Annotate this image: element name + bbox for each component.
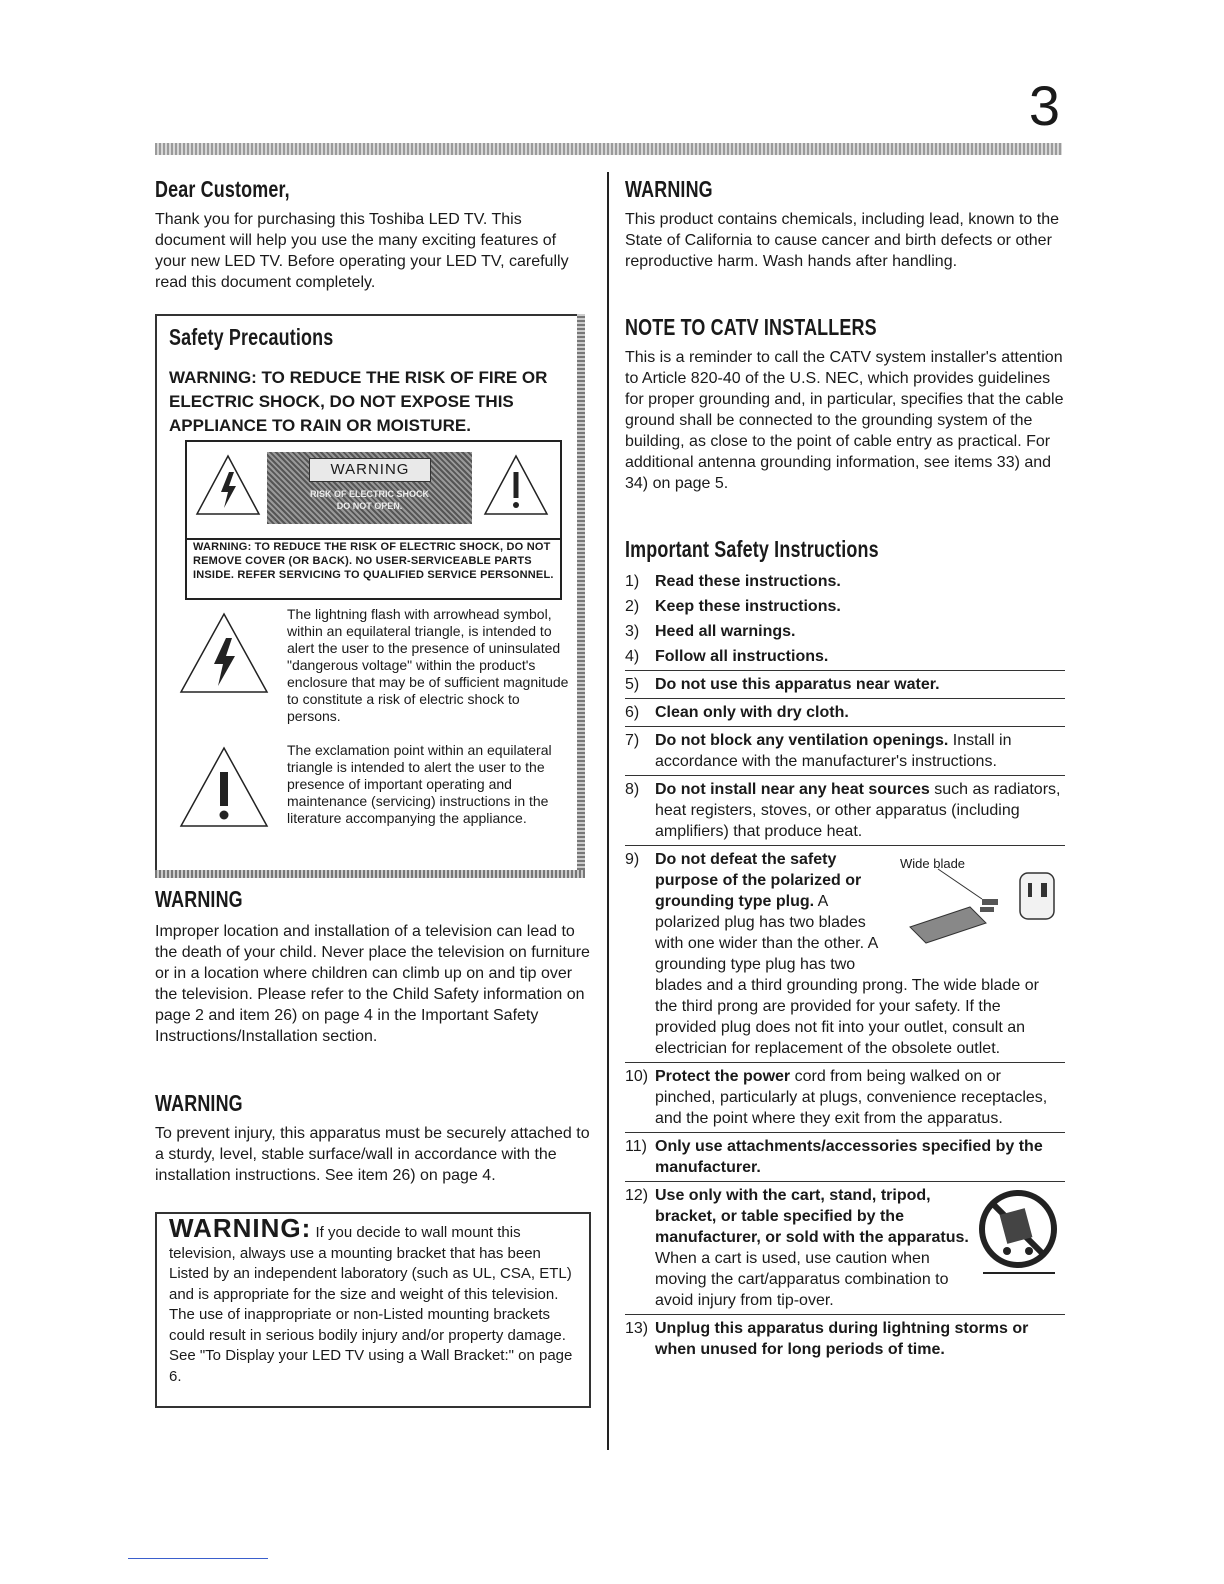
warning-child-section [155, 886, 590, 1047]
catv-title: NOTE TO CATV INSTALLERS [625, 314, 877, 340]
lightning-triangle-icon [195, 454, 261, 516]
instruction-list [625, 571, 1065, 1360]
list-item: 9) Wide blade Do not defeat the safety purpose of the polarized or grounding type plug. A polarized plug has two blades with one wider than the other. A grounding type plug has two blades and a third grounding prong. The wide blade or the third prong are provided for your safety. If the provided plug does not fit into your outlet, consult an electrician for replacement of the obsolete outlet. [625, 845, 1065, 1059]
lightning-symbol-icon [179, 612, 269, 694]
exclamation-explanation: The exclamation point within an equilateral triangle is intended to alert the user to the presence of important operating and maintenance (servicing) instructions in the literature accompanying the appliance. [287, 742, 552, 826]
list-item: 12) Use only with the cart, stand, tripod, bracket, or table specified by the manufacturer, or sold with the apparatus. When a cart is used, use caution when moving the cart/apparatus combination to avoid injury from tip-over. [625, 1181, 1065, 1311]
exclamation-symbol-icon [179, 746, 269, 828]
header-rule [155, 143, 1062, 155]
page-number: 3 [1028, 74, 1060, 137]
exclamation-triangle-icon [483, 454, 549, 516]
wall-mount-warning-box [155, 1212, 591, 1408]
column-divider [607, 172, 609, 1450]
wall-mount-warning-text: If you decide to wall mount this television, always use a mounting bracket that has been Listed by an independent laboratory (such as UL, CSA, ETL) and is appropriate for the size and weight of this television. The use of inappropriate or non-Listed mounting brackets could result in serious bodily injury and/or property damage. See "To Display your LED TV using a Wall Bracket:" on page 6. [169, 1224, 573, 1385]
list-item: 1) Read these instructions. [625, 573, 841, 590]
warning-lead-text: This product contains chemicals, including lead, known to the State of California to cause cancer and birth defects or other reproductive harm. Wash hands after handling. [625, 211, 1060, 270]
list-item: 13) Unplug this apparatus during lightning storms or when unused for long periods of time. [625, 1314, 1065, 1360]
wide-blade-label: Wide blade [900, 856, 966, 871]
wall-mount-warning-title: WARNING: [169, 1213, 312, 1243]
label-warning-text: WARNING: TO REDUCE THE RISK OF ELECTRIC SHOCK, DO NOT REMOVE COVER (OR BACK). NO USER-SERVICEABLE PARTS INSIDE. REFER SERVICING TO QUALIFIED SERVICE PERSONNEL. [193, 541, 554, 581]
safety-precautions-box [155, 314, 585, 878]
important-safety-section [625, 536, 1065, 1360]
catv-section [625, 314, 1065, 494]
list-item: 11) Only use attachments/accessories specified by the manufacturer. [625, 1132, 1065, 1178]
list-item: 2) Keep these instructions. [625, 598, 841, 615]
warning-lead-title: WARNING [625, 176, 713, 202]
warning-lead-section [625, 176, 1065, 272]
list-item: 6) Clean only with dry cloth. [625, 698, 1065, 723]
list-item: 4) Follow all instructions. [625, 648, 829, 665]
list-item: 10) Protect the power cord from being walked on or pinched, particularly at plugs, convenience receptacles, and the point where they exit from the apparatus. [625, 1062, 1065, 1129]
list-item: 7) Do not block any ventilation openings. Install in accordance with the manufacturer's instructions. [625, 726, 1065, 772]
dear-customer-text: Thank you for purchasing this Toshiba LED TV. This document will help you use the many exciting features of your new LED TV. Before operating your LED TV, carefully read this document completely. [155, 211, 569, 291]
dear-customer-title: Dear Customer, [155, 176, 290, 202]
warning-child-text: Improper location and installation of a television can lead to the death of your child. Never place the television on furniture or in a location where children can climb up on and tip over the television. Please refer to the Child Safety information on page 2 and item 26) on page 4 in the Important Safety Instructions/Installation section. [155, 923, 590, 1045]
catv-text: This is a reminder to call the CATV system installer's attention to Article 820-40 of the U.S. NEC, which provides guidelines for proper grounding and, in particular, specifies that the cable ground shall be connected to the grounding system of the building, as close to the point of cable entry as practical. For additional antenna grounding information, see items 33) and 34) on page 5. [625, 349, 1064, 492]
warning-label [185, 440, 562, 600]
left-column [155, 176, 590, 293]
warning-attach-title: WARNING [155, 1090, 243, 1116]
cart-warning-figure [973, 1189, 1065, 1277]
cart-tip-over-icon [973, 1189, 1063, 1275]
warning-child-title: WARNING [155, 886, 243, 912]
safety-warning: WARNING: TO REDUCE THE RISK OF FIRE OR ELECTRIC SHOCK, DO NOT EXPOSE THIS APPLIANCE TO RAIN OR MOISTURE. [169, 368, 548, 435]
list-item: 8) Do not install near any heat sources such as radiators, heat registers, stoves, or other apparatus (including amplifiers) that produce heat. [625, 775, 1065, 842]
list-item: 3) Heed all warnings. [625, 623, 796, 640]
bottom-link-line [128, 1558, 268, 1559]
warning-plate: WARNING RISK OF ELECTRIC SHOCK DO NOT OPEN. [267, 452, 472, 524]
lightning-explanation: The lightning flash with arrowhead symbol, within an equilateral triangle, is intended to alert the user to the presence of uninsulated "dangerous voltage" within the product's enclosure that may be of sufficient magnitude to constitute a risk of electric shock to persons. [287, 606, 569, 724]
polarized-plug-figure [890, 849, 1065, 959]
plug-icon [890, 867, 1060, 947]
warning-attach-text: To prevent injury, this apparatus must be securely attached to a sturdy, level, stable surface/wall in accordance with the installation instructions. See item 26) on page 4. [155, 1125, 590, 1184]
important-safety-title: Important Safety Instructions [625, 536, 879, 562]
safety-precautions-title: Safety Precautions [169, 324, 334, 350]
list-item: 5) Do not use this apparatus near water. [625, 670, 1065, 695]
warning-attach-section [155, 1090, 590, 1186]
